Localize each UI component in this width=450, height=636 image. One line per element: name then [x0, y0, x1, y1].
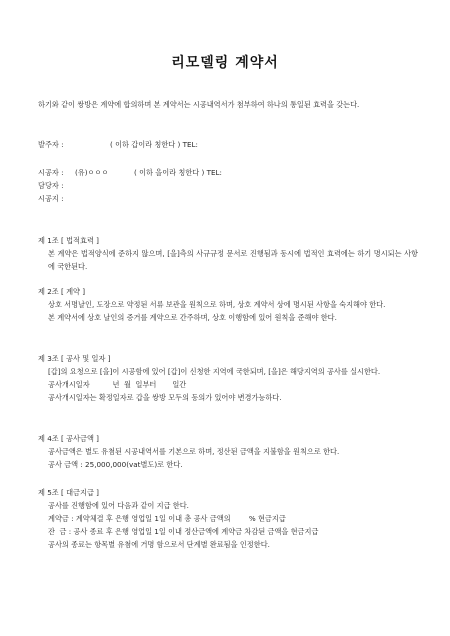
contractor-label: 시공자 : [38, 168, 64, 177]
section-heading: 제 5조 [ 대금지급 ] [38, 488, 99, 497]
section-heading: 제 3조 [ 공사 및 일자 ] [38, 354, 111, 363]
section-line: 공사의 종료는 항목별 유첨에 거명 함으로서 단계별 완료됨을 인정한다. [48, 540, 270, 549]
section-4 [38, 433, 418, 471]
section-line: 공사개시일자 년 월 일부터 일간 [48, 380, 187, 389]
section-line: 잔 금 : 공사 종료 후 은행 영업일 1일 이내 정산금액에 계약금 차감된 금액을 현금지급 [48, 527, 319, 536]
manager-label: 담당자 : [38, 181, 64, 190]
client-note: ( 이하 갑이라 칭한다 ) TEL: [110, 140, 198, 149]
contractor-field [38, 168, 222, 178]
intro-paragraph: 하기와 같이 쌍방은 계약에 합의하며 본 계약서는 시공내역서가 첨부하여 하나의 통일된 효력을 갖는다. [38, 100, 360, 109]
section-2 [38, 286, 418, 324]
document-title: 리모델링 계약서 [171, 55, 279, 71]
section-heading: 제 1조 [ 법적효력 ] [38, 236, 99, 245]
section-1 [38, 235, 418, 273]
section-line: 본 계약서에 상호 날인의 증거를 계약으로 간주하며, 상호 이행함에 있어 원칙을 준해야 한다. [48, 313, 337, 322]
section-5 [38, 487, 418, 551]
section-line: 본 계약은 법적양식에 준하지 않으며, [을]측의 사규규정 문서로 진행됨과 동시에 법적인 효력에는 하기 명시되는 사항에 국한된다. [48, 249, 418, 271]
site-field [38, 194, 64, 204]
section-heading: 제 2조 [ 계약 ] [38, 287, 86, 296]
section-line: 공사 금액 : 25,000,000(vat별도)로 한다. [48, 460, 183, 469]
client-label: 발주자 : [38, 140, 64, 149]
section-line: 공사개시일자는 확정일자로 갑을 쌍방 모두의 동의가 있어야 변경가능하다. [48, 393, 282, 402]
section-line: 계약금 : 계약체결 후 은행 영업일 1일 이내 총 공사 금액의 % 현금지급 [48, 514, 286, 523]
site-label: 시공지 : [38, 194, 64, 203]
section-heading: 제 4조 [ 공사금액 ] [38, 434, 99, 443]
section-line: 상호 서명날인, 도장으로 약정된 서류 보관을 원칙으로 하며, 상호 계약서 상에 명시된 사항을 숙지해야 한다. [48, 300, 386, 309]
contractor-note: ( 이하 을이라 칭한다 ) TEL: [134, 168, 222, 177]
contractor-name: (유)ㅇㅇㅇ [75, 168, 109, 177]
section-line: 공사를 진행함에 있어 다음과 같이 지급 한다. [48, 501, 189, 510]
manager-field [38, 181, 64, 191]
section-3 [38, 353, 418, 404]
section-line: 공사금액은 별도 유첨된 시공내역서를 기본으로 하며, 정산된 금액을 지불함을 원칙으로 한다. [48, 447, 340, 456]
client-field [38, 140, 198, 150]
section-line: [갑]의 요청으로 [을]이 시공함에 있어 [갑]이 신청한 지역에 국한되며, [을]은 해당지역의 공사를 실시한다. [48, 367, 381, 376]
